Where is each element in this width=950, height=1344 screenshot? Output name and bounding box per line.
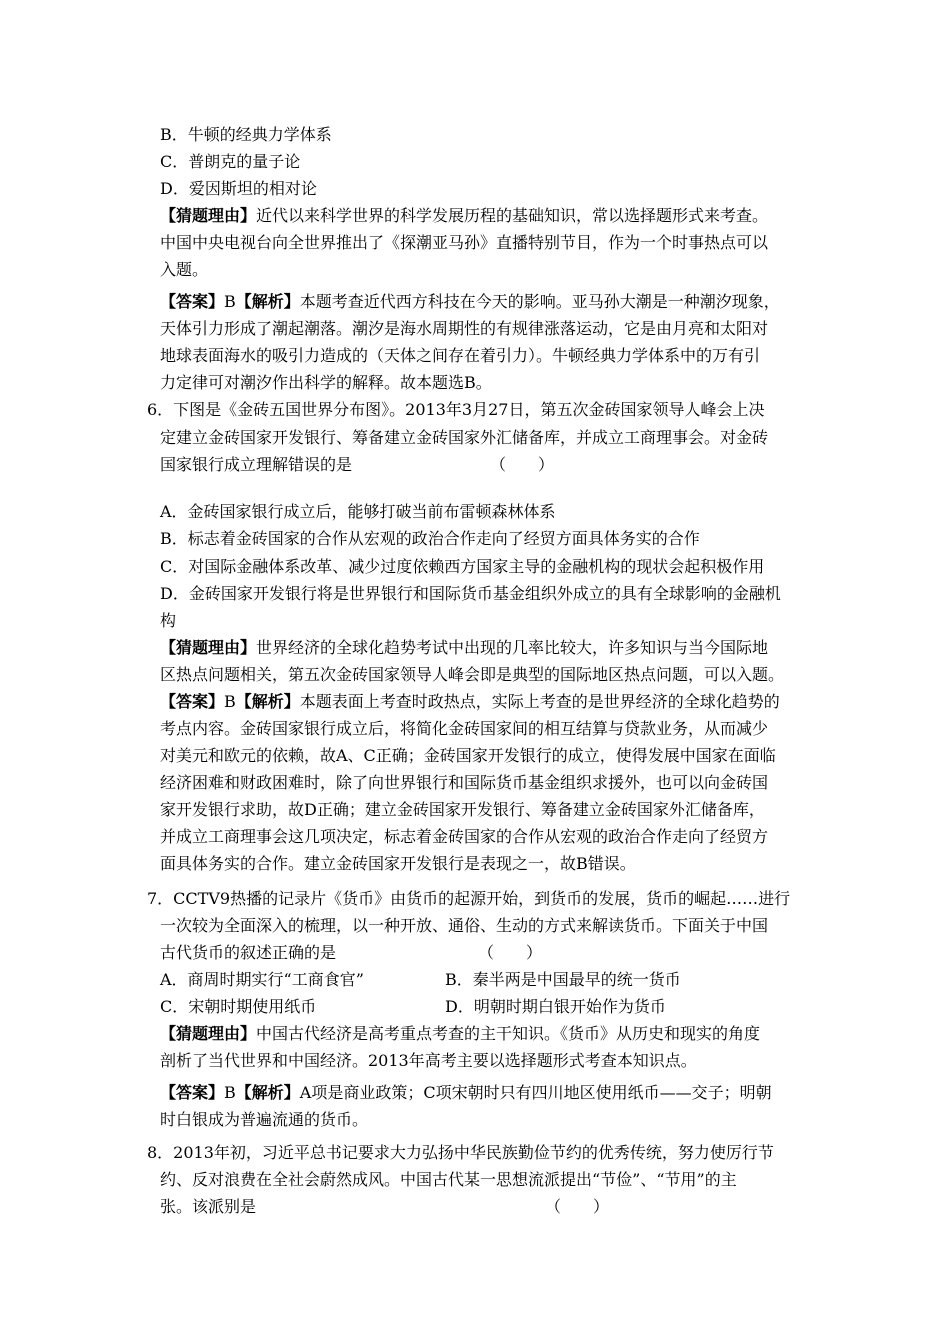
answer-label: 【答案】 [160, 692, 225, 711]
q5-reason-line-3: 入题。 [160, 260, 209, 279]
q7-stem-line-3: 古代货币的叙述正确的是 [160, 943, 337, 962]
answer-label: 【答案】 [160, 292, 225, 311]
q6-option-a: A．金砖国家银行成立后，能够打破当前布雷顿森林体系 [160, 502, 556, 521]
q7-stem-line-2: 一次较为全面深入的梳理，以一种开放、通俗、生动的方式来解读货币。下面关于中国 [160, 916, 769, 935]
q6-analysis-line-6: 并成立工商理事会这几项决定，标志着金砖国家的合作从宏观的政治合作走向了经贸方 [160, 827, 769, 846]
q8-stem-line-2: 约、反对浪费在全社会蔚然成风。中国古代某一思想流派提出“节俭”、“节用”的主 [160, 1170, 737, 1189]
q6-reason-line-2: 区热点问题相关，第五次金砖国家领导人峰会即是典型的国际地区热点问题，可以入题。 [160, 665, 785, 684]
q7-reason-text: 中国古代经济是高考重点考查的主干知识。《货币》从历史和现实的角度 [256, 1024, 761, 1043]
q6-option-d: D．金砖国家开发银行将是世界银行和国际货币基金组织外成立的具有全球影响的金融机 [160, 584, 781, 603]
q5-option-c: C．普朗克的量子论 [160, 152, 301, 171]
q6-analysis-line-2: 考点内容。金砖国家银行成立后，将简化金砖国家间的相互结算与贷款业务，从而减少 [160, 719, 769, 738]
reason-label: 【猜题理由】 [160, 206, 257, 225]
q6-option-c: C．对国际金融体系改革、减少过度依赖西方国家主导的金融机构的现状会起积极作用 [160, 557, 765, 576]
q5-analysis-line-3: 地球表面海水的吸引力造成的（天体之间存在着引力）。牛顿经典力学体系中的万有引 [160, 346, 761, 365]
q8-stem-line-3: 张。该派别是 [160, 1197, 257, 1216]
q7-stem-line-1: 7．CCTV9热播的记录片《货币》由货币的起源开始，到货币的发展，货币的崛起……进行 [147, 889, 791, 908]
q7-option-c: C．宋朝时期使用纸币 [160, 997, 317, 1016]
q6-reason-text: 世界经济的全球化趋势考试中出现的几率比较大，许多知识与当今国际地 [256, 638, 769, 657]
analysis-label: 【解析】 [235, 1083, 300, 1102]
q8-answer-blank: （ ） [545, 1197, 610, 1216]
q7-analysis-text: A项是商业政策；C项宋朝时只有四川地区使用纸币——交子；明朝 [299, 1083, 772, 1102]
q5-reason-text: 近代以来科学世界的科学发展历程的基础知识，常以选择题形式来考查。 [256, 206, 769, 225]
q6-stem-line-1: 6．下图是《金砖五国世界分布图》。2013年3月27日，第五次金砖国家领导人峰会上决 [147, 400, 765, 419]
q5-option-d: D．爱因斯坦的相对论 [160, 179, 317, 198]
q5-reason-line-2: 中国中央电视台向全世界推出了《探潮亚马孙》直播特别节目，作为一个时事热点可以 [160, 233, 769, 252]
q5-analysis-line-2: 天体引力形成了潮起潮落。潮汐是海水周期性的有规律涨落运动，它是由月亮和太阳对 [160, 319, 769, 338]
q7-answer-blank: （ ） [478, 943, 543, 962]
q5-reason-line [160, 206, 768, 226]
q6-answer-line [160, 692, 780, 712]
q7-option-d: D．明朝时期白银开始作为货币 [445, 997, 666, 1016]
q5-option-b: B．牛顿的经典力学体系 [160, 125, 332, 144]
reason-label: 【猜题理由】 [160, 638, 257, 657]
q6-answer-blank: （ ） [490, 455, 555, 474]
answer-value: B [224, 692, 236, 711]
q7-reason-line-2: 剖析了当代世界和中国经济。2013年高考主要以选择题形式考查本知识点。 [160, 1051, 697, 1070]
q5-analysis-text: 本题考查近代西方科技在今天的影响。亚马孙大潮是一种潮汐现象， [299, 292, 780, 311]
q6-analysis-line-5: 家开发银行求助，故D正确；建立金砖国家开发银行、筹备建立金砖国家外汇储备库， [160, 800, 765, 819]
q7-option-a: A．商周时期实行“工商食官” [160, 970, 364, 989]
q6-analysis-text: 本题表面上考查时政热点，实际上考查的是世界经济的全球化趋势的 [299, 692, 780, 711]
q6-option-d-line-2: 构 [160, 611, 177, 630]
reason-label: 【猜题理由】 [160, 1024, 257, 1043]
analysis-label: 【解析】 [235, 692, 300, 711]
answer-value: B [224, 292, 236, 311]
q7-answer-line [160, 1083, 772, 1103]
q7-analysis-line-2: 时白银成为普遍流通的货币。 [160, 1110, 369, 1129]
q6-analysis-line-7: 面具体务实的合作。建立金砖国家开发银行是表现之一，故B错误。 [160, 854, 636, 873]
answer-label: 【答案】 [160, 1083, 225, 1102]
q7-option-b: B．秦半两是中国最早的统一货币 [445, 970, 681, 989]
q5-analysis-line-4: 力定律可对潮汐作出科学的解释。故本题选B。 [160, 373, 492, 392]
q6-stem-line-3: 国家银行成立理解错误的是 [160, 455, 353, 474]
q6-reason-line [160, 638, 768, 658]
q6-option-b: B．标志着金砖国家的合作从宏观的政治合作走向了经贸方面具体务实的合作 [160, 529, 700, 548]
q7-reason-line [160, 1024, 760, 1044]
q6-analysis-line-3: 对美元和欧元的依赖，故A、C正确；金砖国家开发银行的成立，使得发展中国家在面临 [160, 746, 776, 765]
answer-value: B [224, 1083, 236, 1102]
q6-analysis-line-4: 经济困难和财政困难时，除了向世界银行和国际货币基金组织求援外，也可以向金砖国 [160, 773, 769, 792]
q5-answer-line [160, 292, 780, 312]
analysis-label: 【解析】 [235, 292, 300, 311]
q8-stem-line-1: 8．2013年初，习近平总书记要求大力弘扬中华民族勤俭节约的优秀传统，努力使厉行节 [147, 1143, 774, 1162]
q6-stem-line-2: 定建立金砖国家开发银行、筹备建立金砖国家外汇储备库，并成立工商理事会。对金砖 [160, 428, 769, 447]
